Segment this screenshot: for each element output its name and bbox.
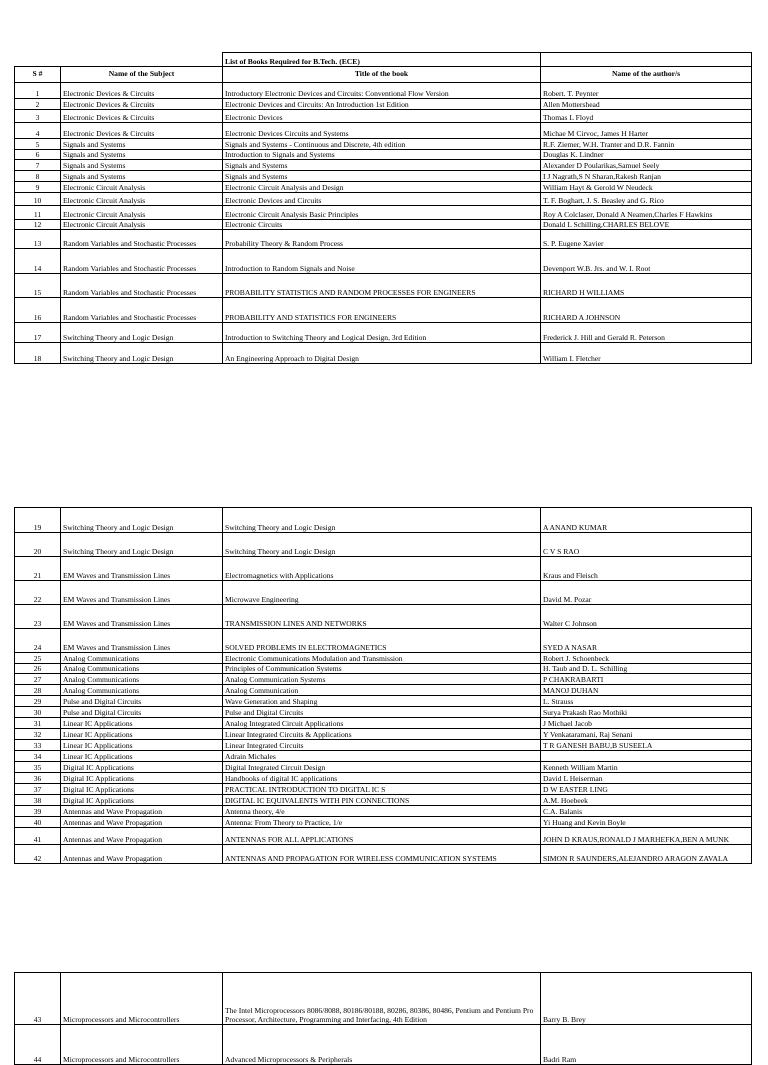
book-row (15, 323, 752, 343)
book-title-cell: Signals and Systems - Continuous and Discrete, 4th edition (223, 139, 541, 150)
row-number: 40 (15, 817, 61, 828)
subject-cell: Digital IC Applications (61, 784, 223, 795)
row-number: 37 (15, 784, 61, 795)
author-cell: I J Nagrath,S N Sharan,Rakesh Ranjan (541, 171, 752, 182)
author-cell: Michae M Cirvoc, James H Harter (541, 123, 752, 139)
subject-cell: Electronic Devices & Circuits (61, 110, 223, 123)
row-number: 9 (15, 182, 61, 193)
author-cell: C.A. Balanis (541, 806, 752, 817)
row-number: 33 (15, 740, 61, 751)
subject-cell: Electronic Devices & Circuits (61, 99, 223, 110)
book-title-cell: Antenna theory, 4/e (223, 806, 541, 817)
row-number: 13 (15, 230, 61, 249)
subject-cell: Pulse and Digital Circuits (61, 707, 223, 718)
book-title-cell: PRACTICAL INTRODUCTION TO DIGITAL IC S (223, 784, 541, 795)
book-title-cell: PROBABILITY STATISTICS AND RANDOM PROCESSES FOR ENGINEERS (223, 274, 541, 298)
book-title-cell: The Intel Microprocessors 8086/8088, 80186/80188, 80286, 80386, 80486, Pentium and Pentium Pro Processor, Architecture, Programming and Interfacing, 4th Edition (223, 973, 541, 1025)
book-title-cell: Analog Communication (223, 685, 541, 696)
header-sno: S # (15, 67, 61, 83)
book-title-cell: Handbooks of digital IC applications (223, 773, 541, 784)
author-cell: RICHARD H WILLIAMS (541, 274, 752, 298)
book-row (15, 249, 752, 274)
author-cell: William I. Fletcher (541, 343, 752, 364)
author-cell: A ANAND KUMAR (541, 508, 752, 533)
book-title-cell: Principles of Communication Systems (223, 664, 541, 674)
row-number: 6 (15, 150, 61, 160)
subject-cell: Switching Theory and Logic Design (61, 508, 223, 533)
subject-cell: Digital IC Applications (61, 762, 223, 773)
book-row (15, 629, 752, 653)
subject-cell: Signals and Systems (61, 139, 223, 150)
row-number: 5 (15, 139, 61, 150)
book-row (15, 817, 752, 828)
author-cell: Kenneth William Martin (541, 762, 752, 773)
book-row (15, 973, 752, 1025)
book-row (15, 171, 752, 182)
row-number: 35 (15, 762, 61, 773)
author-cell: David L Heiserman (541, 773, 752, 784)
book-title-cell: Electronic Devices and Circuits (223, 193, 541, 206)
author-cell: Devenport W.B. Jrs. and W. I. Root (541, 249, 752, 274)
book-row (15, 343, 752, 364)
author-cell: Kraus and Fleisch (541, 557, 752, 581)
book-title-cell: ANTENNAS FOR ALL APPLICATIONS (223, 828, 541, 845)
subject-cell: Electronic Circuit Analysis (61, 220, 223, 230)
row-number: 17 (15, 323, 61, 343)
book-row (15, 123, 752, 139)
book-title-cell: An Engineering Approach to Digital Design (223, 343, 541, 364)
author-cell: Walter C Johnson (541, 605, 752, 629)
book-title-cell: Introduction to Signals and Systems (223, 150, 541, 160)
author-cell: JOHN D KRAUS,RONALD J MARHEFKA,BEN A MUNK (541, 828, 752, 845)
book-title-cell: Electronic Devices Circuits and Systems (223, 123, 541, 139)
book-title-cell: Wave Generation and Shaping (223, 696, 541, 707)
row-number: 7 (15, 160, 61, 171)
book-title-cell: Electronic Devices and Circuits: An Introduction 1st Edition (223, 99, 541, 110)
row-number: 43 (15, 973, 61, 1025)
book-row (15, 110, 752, 123)
book-title-cell: Linear Integrated Circuits & Applications (223, 729, 541, 740)
author-cell: A.M. Hoebeek (541, 795, 752, 806)
book-title-cell: Linear Integrated Circuits (223, 740, 541, 751)
book-title-cell: SOLVED PROBLEMS IN ELECTROMAGNETICS (223, 629, 541, 653)
subject-cell: Electronic Devices & Circuits (61, 123, 223, 139)
book-title-cell: TRANSMISSION LINES AND NETWORKS (223, 605, 541, 629)
author-cell: H. Taub and D. L. Schilling (541, 664, 752, 674)
row-number: 32 (15, 729, 61, 740)
row-number: 12 (15, 220, 61, 230)
subject-cell: Analog Communications (61, 685, 223, 696)
row-number: 41 (15, 828, 61, 845)
book-row (15, 182, 752, 193)
author-cell: Barry B. Brey (541, 973, 752, 1025)
book-title-cell: Signals and Systems (223, 171, 541, 182)
book-row (15, 773, 752, 784)
author-cell (541, 751, 752, 762)
book-row (15, 274, 752, 298)
author-cell: R.F. Ziemer, W.H. Tranter and D.R. Fannin (541, 139, 752, 150)
book-row (15, 533, 752, 557)
author-cell: MANOJ DUHAN (541, 685, 752, 696)
book-table-block-1 (14, 52, 752, 364)
book-row (15, 160, 752, 171)
subject-cell: Random Variables and Stochastic Processes (61, 249, 223, 274)
book-title-cell: Electronic Circuit Analysis and Design (223, 182, 541, 193)
author-cell: Robert. T. Peynter (541, 83, 752, 99)
book-title-cell: Signals and Systems (223, 160, 541, 171)
author-cell: RICHARD A JOHNSON (541, 298, 752, 323)
subject-cell: Antennas and Wave Propagation (61, 828, 223, 845)
book-title-cell: Introduction to Random Signals and Noise (223, 249, 541, 274)
author-cell: S. P. Eugene Xavier (541, 230, 752, 249)
subject-cell: Antennas and Wave Propagation (61, 817, 223, 828)
book-row (15, 139, 752, 150)
author-cell: Y Venkataramani, Raj Senani (541, 729, 752, 740)
row-number: 19 (15, 508, 61, 533)
row-number: 10 (15, 193, 61, 206)
row-number: 2 (15, 99, 61, 110)
row-number: 27 (15, 674, 61, 685)
book-title-cell: Adrain Michales (223, 751, 541, 762)
book-row (15, 696, 752, 707)
book-row (15, 83, 752, 99)
subject-cell: Signals and Systems (61, 160, 223, 171)
book-row (15, 653, 752, 664)
row-number: 8 (15, 171, 61, 182)
book-title-cell: Analog Communication Systems (223, 674, 541, 685)
row-number: 31 (15, 718, 61, 729)
author-cell: D W EASTER LING (541, 784, 752, 795)
row-number: 44 (15, 1025, 61, 1065)
book-title-cell: Introduction to Switching Theory and Logical Design, 3rd Edition (223, 323, 541, 343)
row-number: 4 (15, 123, 61, 139)
row-number: 15 (15, 274, 61, 298)
book-title-cell: Introductory Electronic Devices and Circuits: Conventional Flow Version (223, 83, 541, 99)
row-number: 28 (15, 685, 61, 696)
author-cell: J Michael Jacob (541, 718, 752, 729)
book-row (15, 806, 752, 817)
book-row (15, 150, 752, 160)
book-title-cell: Microwave Engineering (223, 581, 541, 605)
book-row (15, 751, 752, 762)
book-title-cell: Electronic Circuit Analysis Basic Principles (223, 206, 541, 220)
row-number: 25 (15, 653, 61, 664)
book-row (15, 740, 752, 751)
subject-cell: Microprocessors and Microcontrollers (61, 1025, 223, 1065)
book-row (15, 784, 752, 795)
row-number: 3 (15, 110, 61, 123)
author-cell: Surya Prakash Rao Mothiki (541, 707, 752, 718)
book-row (15, 845, 752, 864)
book-title-cell: Switching Theory and Logic Design (223, 533, 541, 557)
book-row (15, 298, 752, 323)
author-cell: Robert J. Schoenbeck (541, 653, 752, 664)
header-title: Title of the book (223, 67, 541, 83)
book-row (15, 581, 752, 605)
author-cell: Badri Ram (541, 1025, 752, 1065)
subject-cell: Analog Communications (61, 664, 223, 674)
author-cell: Yi Huang and Kevin Boyle (541, 817, 752, 828)
book-row (15, 718, 752, 729)
author-cell: Roy A Colclaser, Donald A Neamen,Charles F Hawkins (541, 206, 752, 220)
book-title-cell: PROBABILITY AND STATISTICS FOR ENGINEERS (223, 298, 541, 323)
subject-cell: EM Waves and Transmission Lines (61, 605, 223, 629)
book-title-cell: Electronic Communications Modulation and Transmission (223, 653, 541, 664)
book-title-cell: DIGITAL IC EQUIVALENTS WITH PIN CONNECTIONS (223, 795, 541, 806)
header-row (15, 67, 752, 83)
subject-cell: EM Waves and Transmission Lines (61, 557, 223, 581)
author-cell: Douglas K. Lindner (541, 150, 752, 160)
row-number: 22 (15, 581, 61, 605)
row-number: 29 (15, 696, 61, 707)
book-row (15, 605, 752, 629)
subject-cell: EM Waves and Transmission Lines (61, 629, 223, 653)
header-author: Name of the author/s (541, 67, 752, 83)
book-row (15, 828, 752, 845)
subject-cell: Switching Theory and Logic Design (61, 533, 223, 557)
subject-cell: Antennas and Wave Propagation (61, 845, 223, 864)
subject-cell: Linear IC Applications (61, 751, 223, 762)
book-title-cell: Electronic Circuits (223, 220, 541, 230)
book-row (15, 508, 752, 533)
author-cell: T. F. Boghart, J. S. Beasley and G. Rico (541, 193, 752, 206)
book-row (15, 762, 752, 773)
book-title-cell: Pulse and Digital Circuits (223, 707, 541, 718)
subject-cell: Switching Theory and Logic Design (61, 343, 223, 364)
book-title-cell: ANTENNAS AND PROPAGATION FOR WIRELESS COMMUNICATION SYSTEMS (223, 845, 541, 864)
header-subject: Name of the Subject (61, 67, 223, 83)
row-number: 34 (15, 751, 61, 762)
book-title-cell: Digital Integrated Circuit Design (223, 762, 541, 773)
subject-cell: Analog Communications (61, 674, 223, 685)
book-title-cell: Antenna: From Theory to Practice, 1/e (223, 817, 541, 828)
sheet-title: List of Books Required for B.Tech. (ECE) (223, 53, 541, 67)
book-row (15, 664, 752, 674)
subject-cell: Electronic Circuit Analysis (61, 206, 223, 220)
book-row (15, 1025, 752, 1065)
author-cell: Frederick J. Hill and Gerald R. Peterson (541, 323, 752, 343)
row-number: 21 (15, 557, 61, 581)
subject-cell: Digital IC Applications (61, 773, 223, 784)
book-row (15, 193, 752, 206)
book-row (15, 206, 752, 220)
row-number: 14 (15, 249, 61, 274)
book-title-cell: Switching Theory and Logic Design (223, 508, 541, 533)
row-number: 38 (15, 795, 61, 806)
subject-cell: Electronic Devices & Circuits (61, 83, 223, 99)
book-row (15, 99, 752, 110)
book-title-cell: Probability Theory & Random Process (223, 230, 541, 249)
author-cell: William Hayt & Gerold W Neudeck (541, 182, 752, 193)
subject-cell: Signals and Systems (61, 171, 223, 182)
subject-cell: Switching Theory and Logic Design (61, 323, 223, 343)
book-title-cell: Electromagnetics with Applications (223, 557, 541, 581)
subject-cell: Analog Communications (61, 653, 223, 664)
row-number: 26 (15, 664, 61, 674)
book-row (15, 557, 752, 581)
row-number: 16 (15, 298, 61, 323)
subject-cell: Random Variables and Stochastic Processes (61, 298, 223, 323)
subject-cell: Linear IC Applications (61, 729, 223, 740)
author-cell: SIMON R SAUNDERS,ALEJANDRO ARAGON ZAVALA (541, 845, 752, 864)
author-cell: L. Strauss (541, 696, 752, 707)
book-row (15, 220, 752, 230)
author-cell: Alexander D Poularikas,Samuel Seely (541, 160, 752, 171)
book-table-block-2 (14, 507, 752, 864)
book-table-block-3 (14, 972, 752, 1065)
subject-cell: Random Variables and Stochastic Processes (61, 230, 223, 249)
row-number: 1 (15, 83, 61, 99)
row-number: 36 (15, 773, 61, 784)
sheet-title-row (15, 53, 752, 67)
book-title-cell: Advanced Microprocessors & Peripherals (223, 1025, 541, 1065)
subject-cell: Pulse and Digital Circuits (61, 696, 223, 707)
author-cell: Allen Mottershead (541, 99, 752, 110)
book-row (15, 685, 752, 696)
subject-cell: Linear IC Applications (61, 718, 223, 729)
subject-cell: Antennas and Wave Propagation (61, 806, 223, 817)
subject-cell: Digital IC Applications (61, 795, 223, 806)
subject-cell: Signals and Systems (61, 150, 223, 160)
author-cell: SYED A NASAR (541, 629, 752, 653)
row-number: 24 (15, 629, 61, 653)
book-row (15, 674, 752, 685)
row-number: 42 (15, 845, 61, 864)
book-title-cell: Analog Integrated Circuit Applications (223, 718, 541, 729)
row-number: 39 (15, 806, 61, 817)
row-number: 20 (15, 533, 61, 557)
row-number: 30 (15, 707, 61, 718)
subject-cell: Electronic Circuit Analysis (61, 193, 223, 206)
author-cell: Thomas L Floyd (541, 110, 752, 123)
subject-cell: EM Waves and Transmission Lines (61, 581, 223, 605)
row-number: 18 (15, 343, 61, 364)
author-cell: David M. Pozar (541, 581, 752, 605)
author-cell: P CHAKRABARTI (541, 674, 752, 685)
book-row (15, 230, 752, 249)
subject-cell: Electronic Circuit Analysis (61, 182, 223, 193)
row-number: 23 (15, 605, 61, 629)
book-row (15, 707, 752, 718)
subject-cell: Microprocessors and Microcontrollers (61, 973, 223, 1025)
book-title-cell: Electronic Devices (223, 110, 541, 123)
subject-cell: Linear IC Applications (61, 740, 223, 751)
book-row (15, 795, 752, 806)
row-number: 11 (15, 206, 61, 220)
author-cell: Donald L Schilling,CHARLES BELOVE (541, 220, 752, 230)
author-cell: C V S RAO (541, 533, 752, 557)
subject-cell: Random Variables and Stochastic Processes (61, 274, 223, 298)
book-row (15, 729, 752, 740)
author-cell: T R GANESH BABU,B SUSEELA (541, 740, 752, 751)
